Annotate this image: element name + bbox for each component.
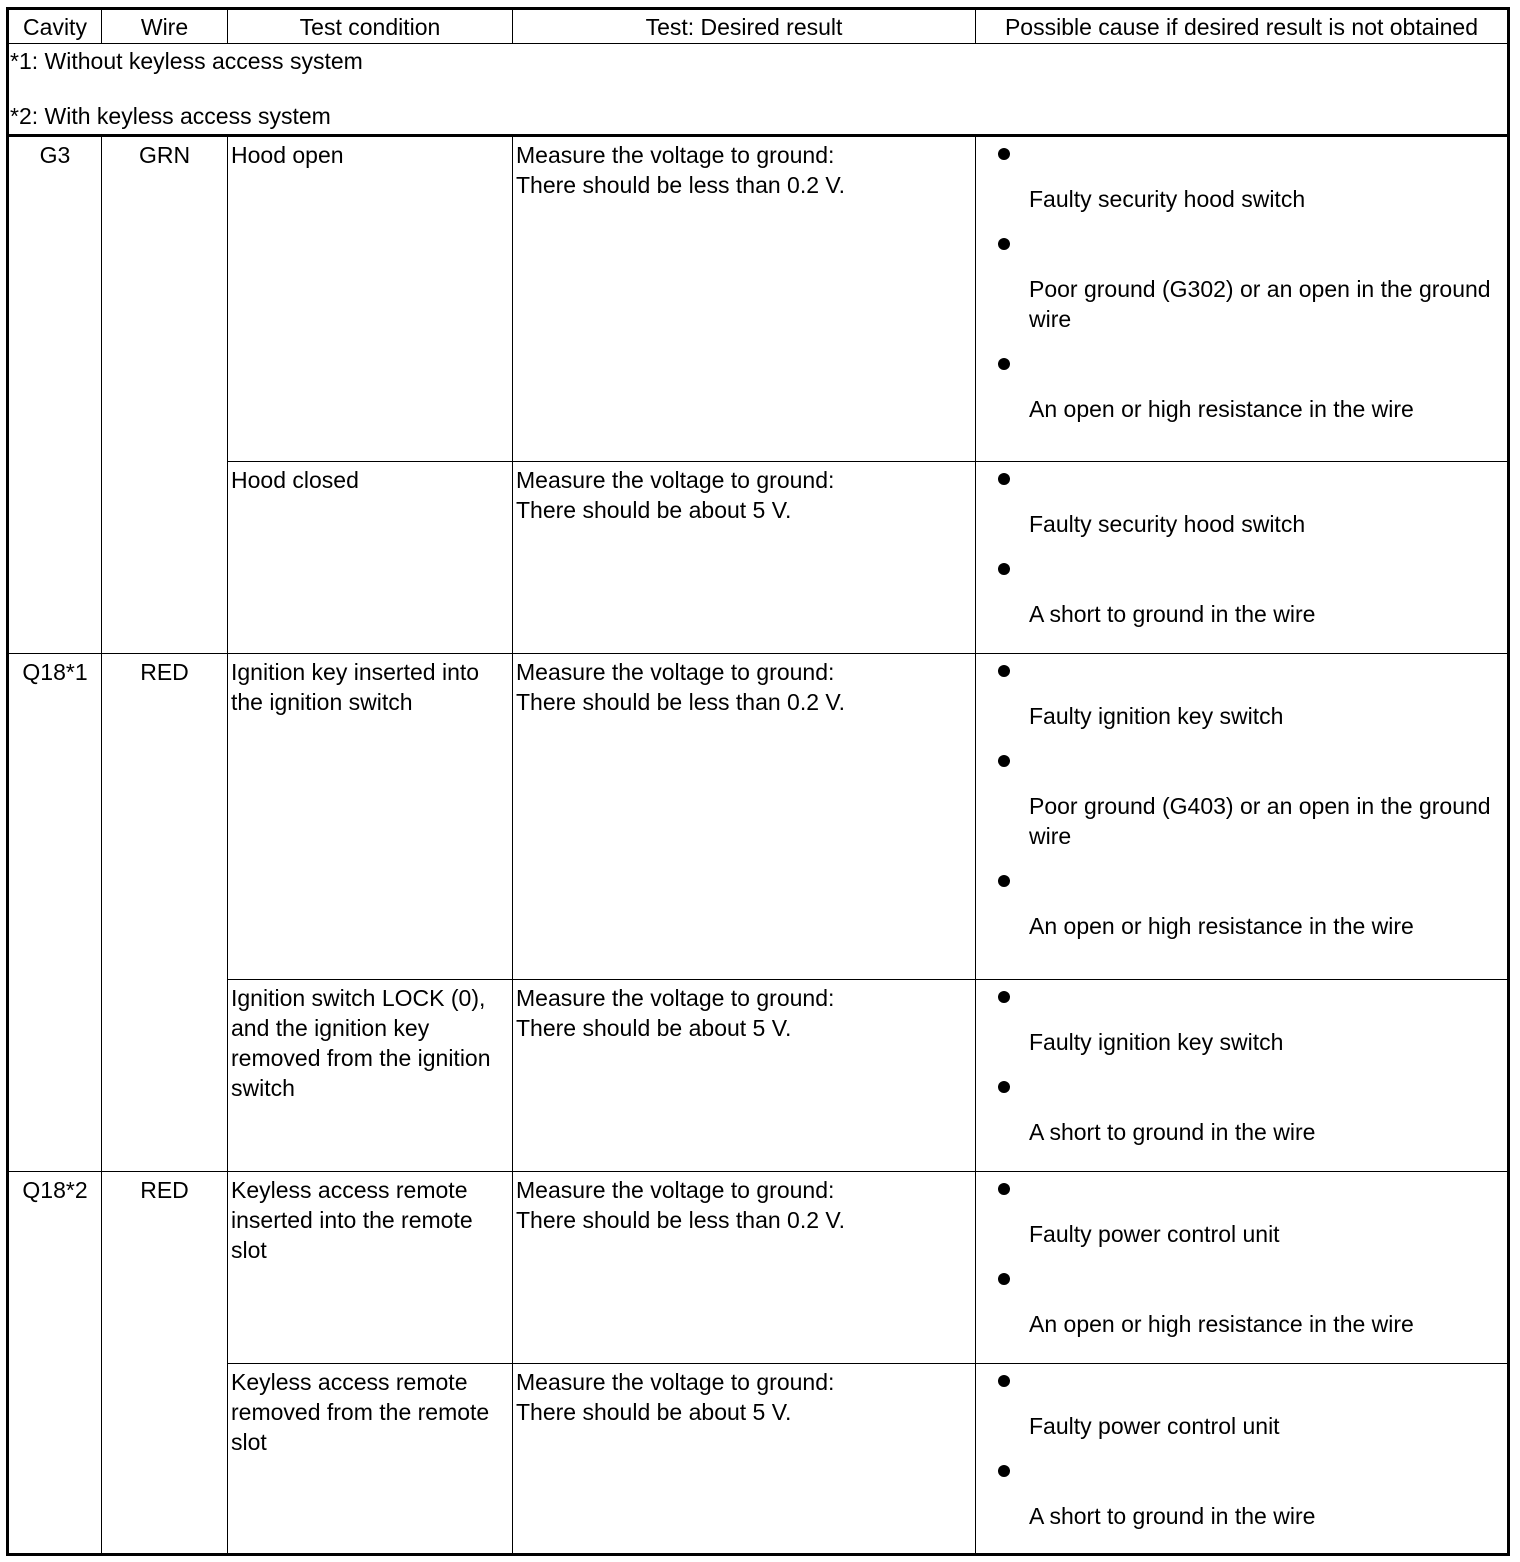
bullet-icon <box>998 148 1010 160</box>
cause-text: Faulty power control unit <box>1029 1221 1280 1247</box>
result-expectation: There should be less than 0.2 V. <box>516 689 846 715</box>
note-without-keyless: *1: Without keyless access system <box>10 48 363 74</box>
cause-text: Faulty ignition key switch <box>1029 1029 1284 1055</box>
table-row <box>8 136 1509 462</box>
cause-item <box>979 1175 1504 1265</box>
cause-item <box>979 657 1504 747</box>
cause-item <box>979 1073 1504 1163</box>
result-cell <box>513 1172 976 1364</box>
result-expectation: There should be about 5 V. <box>516 1015 792 1041</box>
cause-item <box>979 140 1504 230</box>
condition-cell: Keyless access remote inserted into the remote slot <box>228 1172 513 1364</box>
condition-cell: Hood closed <box>228 462 513 654</box>
cause-text: A short to ground in the wire <box>1029 1503 1316 1529</box>
cause-item <box>979 230 1504 350</box>
cause-item <box>979 1265 1504 1355</box>
cause-cell <box>976 1364 1509 1555</box>
wire-cell: GRN <box>102 136 228 654</box>
cause-text: A short to ground in the wire <box>1029 1119 1316 1145</box>
result-instruction: Measure the voltage to ground: <box>516 659 835 685</box>
bullet-icon <box>998 1465 1010 1477</box>
result-instruction: Measure the voltage to ground: <box>516 1369 835 1395</box>
cause-text: Faulty security hood switch <box>1029 511 1306 537</box>
table-row <box>8 1172 1509 1364</box>
cause-cell <box>976 462 1509 654</box>
table-row <box>8 1364 1509 1555</box>
notes-row <box>8 44 1509 136</box>
bullet-icon <box>998 358 1010 370</box>
bullet-icon <box>998 473 1010 485</box>
bullet-icon <box>998 1375 1010 1387</box>
result-expectation: There should be about 5 V. <box>516 497 792 523</box>
header-possible-cause: Possible cause if desired result is not obtained <box>976 9 1509 44</box>
cause-list <box>979 140 1504 440</box>
cause-cell <box>976 980 1509 1172</box>
cause-cell <box>976 654 1509 980</box>
result-instruction: Measure the voltage to ground: <box>516 1177 835 1203</box>
bullet-icon <box>998 238 1010 250</box>
cause-item <box>979 555 1504 645</box>
result-cell <box>513 980 976 1172</box>
cause-text: A short to ground in the wire <box>1029 601 1316 627</box>
cavity-cell: Q18*2 <box>8 1172 102 1555</box>
table-row <box>8 462 1509 654</box>
bullet-icon <box>998 875 1010 887</box>
bullet-icon <box>998 755 1010 767</box>
cause-cell <box>976 1172 1509 1364</box>
bullet-icon <box>998 1183 1010 1195</box>
result-expectation: There should be about 5 V. <box>516 1399 792 1425</box>
condition-cell: Ignition switch LOCK (0), and the ignition key removed from the ignition switch <box>228 980 513 1172</box>
cause-list <box>979 983 1504 1163</box>
notes-cell <box>8 44 1509 136</box>
result-expectation: There should be less than 0.2 V. <box>516 1207 846 1233</box>
cause-item <box>979 867 1504 957</box>
result-cell <box>513 654 976 980</box>
cavity-cell: Q18*1 <box>8 654 102 1172</box>
cause-item <box>979 1367 1504 1457</box>
cause-list <box>979 657 1504 957</box>
result-instruction: Measure the voltage to ground: <box>516 467 835 493</box>
result-cell <box>513 1364 976 1555</box>
bullet-icon <box>998 563 1010 575</box>
cause-item <box>979 747 1504 867</box>
header-desired-result: Test: Desired result <box>513 9 976 44</box>
bullet-icon <box>998 665 1010 677</box>
cause-list <box>979 1175 1504 1355</box>
bullet-icon <box>998 1081 1010 1093</box>
table-row <box>8 654 1509 980</box>
result-expectation: There should be less than 0.2 V. <box>516 172 846 198</box>
condition-cell: Ignition key inserted into the ignition switch <box>228 654 513 980</box>
header-row <box>8 9 1509 44</box>
wire-cell: RED <box>102 1172 228 1555</box>
wire-cell: RED <box>102 654 228 1172</box>
result-cell <box>513 136 976 462</box>
cause-text: Poor ground (G302) or an open in the ground wire <box>1029 276 1491 332</box>
diagnostic-table <box>6 7 1510 1556</box>
cause-text: Faulty power control unit <box>1029 1413 1280 1439</box>
cause-text: An open or high resistance in the wire <box>1029 396 1414 422</box>
cavity-cell: G3 <box>8 136 102 654</box>
cause-text: An open or high resistance in the wire <box>1029 1311 1414 1337</box>
result-instruction: Measure the voltage to ground: <box>516 985 835 1011</box>
header-wire: Wire <box>102 9 228 44</box>
table-row <box>8 980 1509 1172</box>
note-with-keyless: *2: With keyless access system <box>10 103 331 129</box>
header-cavity: Cavity <box>8 9 102 44</box>
condition-cell: Hood open <box>228 136 513 462</box>
cause-cell <box>976 136 1509 462</box>
header-test-condition: Test condition <box>228 9 513 44</box>
cause-list <box>979 465 1504 645</box>
cause-item <box>979 1457 1504 1547</box>
cause-item <box>979 350 1504 440</box>
cause-text: Faulty ignition key switch <box>1029 703 1284 729</box>
cause-item <box>979 465 1504 555</box>
cause-text: Poor ground (G403) or an open in the ground wire <box>1029 793 1491 849</box>
cause-item <box>979 983 1504 1073</box>
bullet-icon <box>998 991 1010 1003</box>
bullet-icon <box>998 1273 1010 1285</box>
cause-text: Faulty security hood switch <box>1029 186 1306 212</box>
condition-cell: Keyless access remote removed from the remote slot <box>228 1364 513 1555</box>
cause-list <box>979 1367 1504 1547</box>
result-cell <box>513 462 976 654</box>
cause-text: An open or high resistance in the wire <box>1029 913 1414 939</box>
result-instruction: Measure the voltage to ground: <box>516 142 835 168</box>
